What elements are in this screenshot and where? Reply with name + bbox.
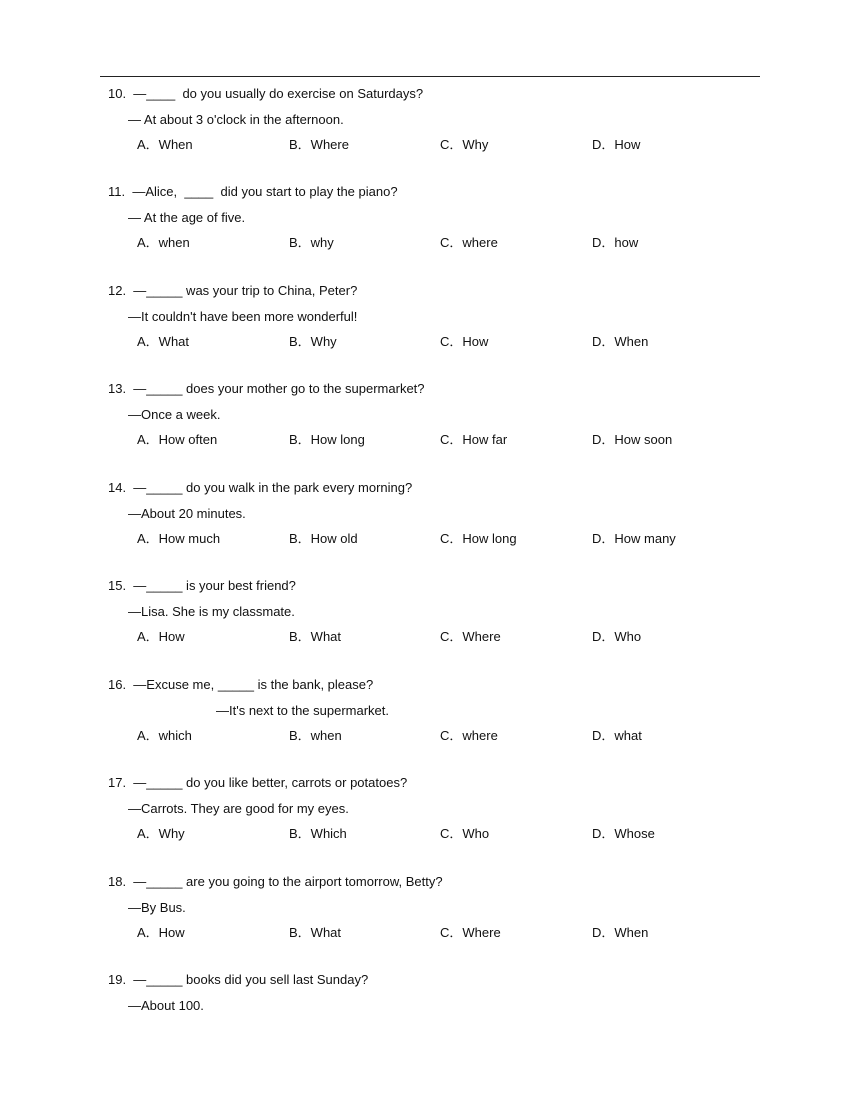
question-stem: 12. —_____ was your trip to China, Peter? — [108, 283, 358, 298]
option-b[interactable]: B．Why — [289, 334, 337, 349]
question-19 — [0, 972, 860, 1052]
option-d[interactable]: D．How soon — [592, 432, 673, 447]
question-stem: 18. —_____ are you going to the airport tomorrow, Betty? — [108, 874, 443, 889]
question-16 — [0, 677, 860, 757]
option-c[interactable]: C．Why — [440, 137, 489, 152]
option-c[interactable]: C．How — [440, 334, 489, 349]
question-stem: 16. —Excuse me, _____ is the bank, please? — [108, 677, 374, 692]
question-response: —Once a week. — [128, 407, 221, 422]
question-12 — [0, 283, 860, 363]
option-d[interactable]: D．Whose — [592, 826, 655, 841]
question-response: —About 100. — [128, 998, 204, 1013]
question-response: — At the age of five. — [128, 210, 246, 225]
question-stem: 11. —Alice, ____ did you start to play the piano? — [108, 184, 398, 199]
option-a[interactable]: A．When — [137, 137, 193, 152]
question-10 — [0, 86, 860, 166]
option-b[interactable]: B．Where — [289, 137, 349, 152]
option-b[interactable]: B．How old — [289, 531, 358, 546]
question-13 — [0, 381, 860, 461]
option-a[interactable]: A．when — [137, 235, 190, 250]
question-response: —Lisa. She is my classmate. — [128, 604, 295, 619]
option-d[interactable]: D．How — [592, 137, 641, 152]
question-stem: 10. —____ do you usually do exercise on Saturdays? — [108, 86, 424, 101]
question-response: —Carrots. They are good for my eyes. — [128, 801, 349, 816]
question-14 — [0, 480, 860, 560]
option-d[interactable]: D．When — [592, 334, 649, 349]
option-a[interactable]: A．which — [137, 728, 192, 743]
option-d[interactable]: D．When — [592, 925, 649, 940]
option-d[interactable]: D．Who — [592, 629, 642, 644]
question-response: — At about 3 o'clock in the afternoon. — [128, 112, 344, 127]
option-a[interactable]: A．How often — [137, 432, 218, 447]
option-a[interactable]: A．How — [137, 629, 185, 644]
option-a[interactable]: A．How much — [137, 531, 221, 546]
option-d[interactable]: D．what — [592, 728, 642, 743]
option-d[interactable]: D．how — [592, 235, 639, 250]
option-d[interactable]: D．How many — [592, 531, 676, 546]
question-17 — [0, 775, 860, 855]
option-c[interactable]: C．where — [440, 728, 498, 743]
question-stem: 14. —_____ do you walk in the park every morning? — [108, 480, 413, 495]
option-c[interactable]: C．Who — [440, 826, 490, 841]
option-c[interactable]: C．How long — [440, 531, 517, 546]
option-c[interactable]: C．Where — [440, 629, 501, 644]
question-15 — [0, 578, 860, 658]
option-a[interactable]: A．Why — [137, 826, 185, 841]
question-11 — [0, 184, 860, 264]
option-b[interactable]: B．What — [289, 629, 342, 644]
question-stem: 17. —_____ do you like better, carrots or potatoes? — [108, 775, 408, 790]
option-c[interactable]: C．Where — [440, 925, 501, 940]
option-b[interactable]: B．when — [289, 728, 342, 743]
question-stem: 13. —_____ does your mother go to the supermarket? — [108, 381, 425, 396]
option-b[interactable]: B．What — [289, 925, 342, 940]
question-stem: 19. —_____ books did you sell last Sunday? — [108, 972, 369, 987]
question-stem: 15. —_____ is your best friend? — [108, 578, 296, 593]
option-c[interactable]: C．How far — [440, 432, 508, 447]
option-a[interactable]: A．What — [137, 334, 190, 349]
question-response: —It couldn't have been more wonderful! — [128, 309, 358, 324]
option-a[interactable]: A．How — [137, 925, 185, 940]
option-b[interactable]: B．Which — [289, 826, 347, 841]
question-response: —About 20 minutes. — [128, 506, 246, 521]
option-c[interactable]: C．where — [440, 235, 498, 250]
question-response: —By Bus. — [128, 900, 186, 915]
page-top-rule — [100, 76, 760, 77]
question-18 — [0, 874, 860, 954]
option-b[interactable]: B．How long — [289, 432, 365, 447]
option-b[interactable]: B．why — [289, 235, 334, 250]
question-response: —It's next to the supermarket. — [216, 703, 389, 718]
